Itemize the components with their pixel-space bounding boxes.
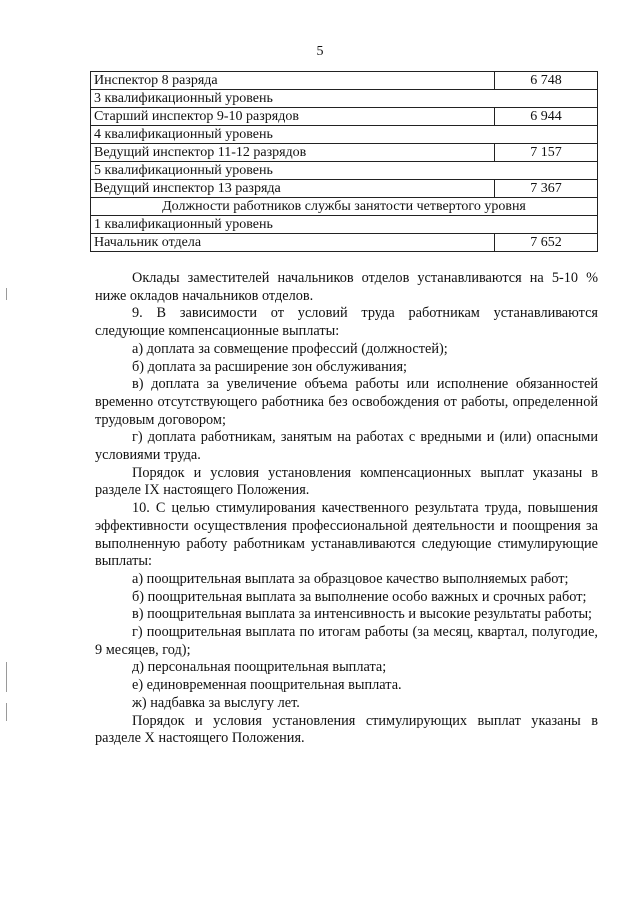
qualification-level-cell: 4 квалификационный уровень <box>91 126 598 144</box>
document-body <box>95 270 598 748</box>
paragraph: г) доплата работникам, занятым на работах с вредными и (или) опасными условиями труда. <box>95 429 598 464</box>
qualification-level-cell: 5 квалификационный уровень <box>91 162 598 180</box>
table-row <box>91 216 598 234</box>
paragraph: е) единовременная поощрительная выплата. <box>132 677 402 694</box>
paragraph: Оклады заместителей начальников отделов устанавливаются на 5-10 % ниже окладов начальников отделов. <box>95 270 598 304</box>
salary-value-cell: 6 748 <box>495 72 598 90</box>
table-row <box>91 108 598 126</box>
paragraph: 10. С целью стимулирования качественного результата труда, повышения эффективности осуществления профессиональной деятельности и поощрения за выполненную работу работникам устанавливаются следующие стимулирующие выплаты: <box>95 500 598 570</box>
table-row <box>91 72 598 90</box>
paragraph: а) поощрительная выплата за образцовое качество выполняемых работ; <box>132 570 569 587</box>
scan-margin-mark <box>6 288 7 300</box>
position-name-cell: Начальник отдела <box>91 234 495 252</box>
paragraph: а) доплата за совмещение профессий (должностей); <box>132 340 448 357</box>
paragraph: Порядок и условия установления компенсационных выплат указаны в разделе IX настоящего Положения. <box>95 464 598 499</box>
qualification-level-cell: 3 квалификационный уровень <box>91 90 598 108</box>
table-row <box>91 126 598 144</box>
table-row <box>91 234 598 252</box>
page-number: 5 <box>316 44 324 59</box>
table-row <box>91 90 598 108</box>
position-name-cell: Ведущий инспектор 11-12 разрядов <box>91 144 495 162</box>
table-row <box>91 198 598 216</box>
table-row <box>91 180 598 198</box>
position-name-cell: Инспектор 8 разряда <box>91 72 495 90</box>
qualification-level-cell: 1 квалификационный уровень <box>91 216 598 234</box>
scan-margin-mark <box>6 703 7 721</box>
paragraph: Порядок и условия установления стимулирующих выплат указаны в разделе X настоящего Положения. <box>95 712 598 747</box>
table-row <box>91 144 598 162</box>
salary-value-cell: 7 652 <box>495 234 598 252</box>
position-name-cell: Ведущий инспектор 13 разряда <box>91 180 495 198</box>
salary-value-cell: 7 367 <box>495 180 598 198</box>
section-heading-cell: Должности работников службы занятости четвертого уровня <box>91 198 598 216</box>
paragraph: в) поощрительная выплата за интенсивность и высокие результаты работы; <box>132 606 593 623</box>
paragraph: г) поощрительная выплата по итогам работы (за месяц, квартал, полугодие, 9 месяцев, год); <box>95 624 598 658</box>
salary-table-body <box>91 72 598 252</box>
paragraph: в) доплата за увеличение объема работы или исполнение обязанностей временно отсутствующего работника без освобождения от работы, определенной трудовым договором; <box>95 376 598 428</box>
paragraph: ж) надбавка за выслугу лет. <box>132 694 300 711</box>
salary-value-cell: 6 944 <box>495 108 598 126</box>
table-row <box>91 162 598 180</box>
position-name-cell: Старший инспектор 9-10 разрядов <box>91 108 495 126</box>
paragraph: д) персональная поощрительная выплата; <box>132 659 387 676</box>
paragraph: б) доплата за расширение зон обслуживания; <box>132 358 408 375</box>
paragraph: 9. В зависимости от условий труда работникам устанавливаются следующие компенсационные выплаты: <box>95 305 598 340</box>
salary-value-cell: 7 157 <box>495 144 598 162</box>
scan-margin-mark <box>6 662 7 692</box>
salary-table <box>90 71 598 252</box>
paragraph: б) поощрительная выплата за выполнение особо важных и срочных работ; <box>132 588 587 605</box>
